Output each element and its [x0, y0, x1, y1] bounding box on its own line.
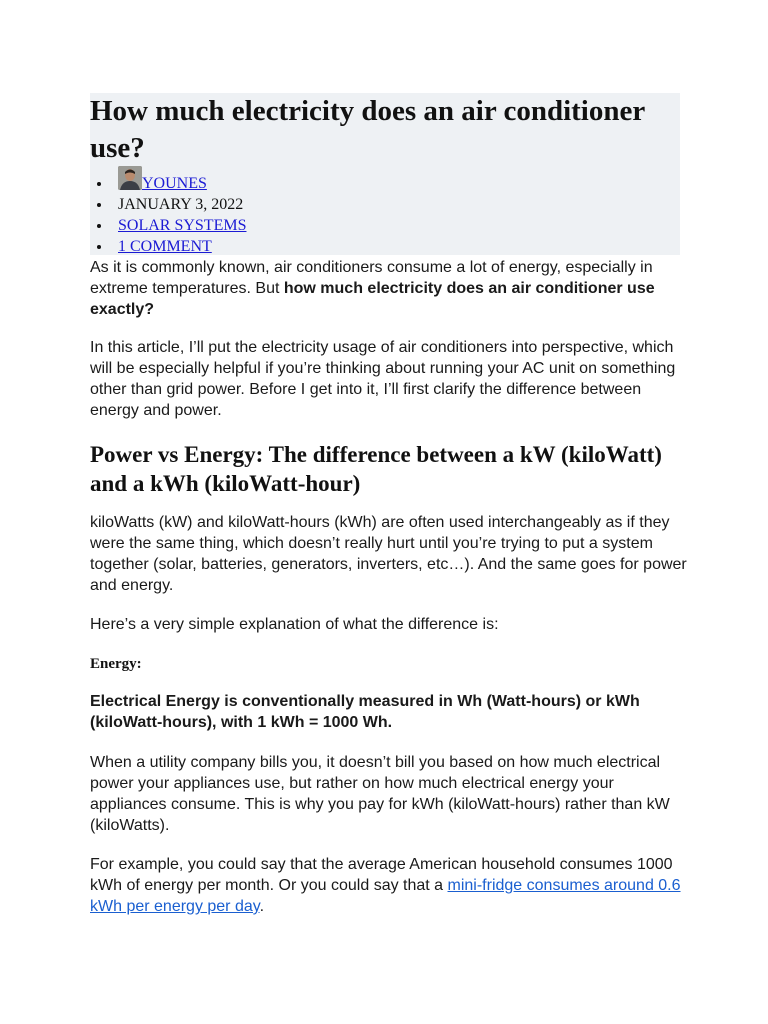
author-link[interactable]: YOUNES [142, 175, 207, 192]
energy-example-text: For example, you could say that the average American household consumes 1000 kWh of energy per month. Or you could say that a [90, 856, 673, 894]
section-heading: Power vs Energy: The difference between a kW (kiloWatt) and a kWh (kiloWatt-hour) [90, 442, 662, 496]
energy-paragraph-2 [90, 854, 690, 917]
intro-paragraph-1 [90, 257, 690, 320]
intro-text: As it is commonly known, air conditioners consume a lot of energy, especially in extreme temperatures. But [90, 259, 653, 297]
meta-author [112, 166, 246, 194]
meta-comments [112, 236, 246, 257]
energy-heading: Energy: [90, 656, 142, 672]
section-paragraph-2: Here’s a very simple explanation of what the difference is: [90, 616, 499, 633]
intro-paragraph-2: In this article, I’ll put the electricity usage of air conditioners into perspective, which will be especially helpful if you’re thinking about running your AC unit on something other than grid power. Before I get into it, I’ll first clarify the difference between energy and power. [90, 339, 676, 419]
intro-bold-question: how much electricity does an air conditioner use exactly? [90, 280, 655, 318]
post-meta-list [112, 166, 246, 257]
author-avatar[interactable] [118, 166, 142, 190]
meta-category [112, 215, 246, 236]
category-link[interactable]: SOLAR SYSTEMS [118, 217, 247, 234]
energy-example-end: . [259, 898, 265, 915]
mini-fridge-link[interactable]: mini-fridge consumes around 0.6 kWh per energy per day [90, 877, 681, 915]
energy-bold-text: Electrical Energy is conventionally measured in Wh (Watt-hours) or kWh (kiloWatt-hours), with 1 kWh = 1000 Wh. [90, 693, 640, 731]
section-paragraph-1: kiloWatts (kW) and kiloWatt-hours (kWh) are often used interchangeably as if they were the same thing, which doesn’t really hurt until you’re trying to put a system together (solar, batteries, generators, inverters, etc…). And the same goes for power and energy. [90, 514, 687, 594]
comments-link[interactable]: 1 COMMENT [118, 238, 212, 255]
article-title: How much electricity does an air conditioner use? [90, 95, 645, 164]
meta-date: • JANUARY 3, 2022 [112, 194, 246, 215]
energy-paragraph-1: When a utility company bills you, it doesn’t bill you based on how much electrical power your appliances use, but rather on how much electrical energy your appliances consume. This is why you pay for kWh (kiloWatt-hours) rather than kW (kiloWatts). [90, 754, 670, 834]
energy-definition [90, 691, 690, 733]
avatar-icon [118, 166, 142, 190]
